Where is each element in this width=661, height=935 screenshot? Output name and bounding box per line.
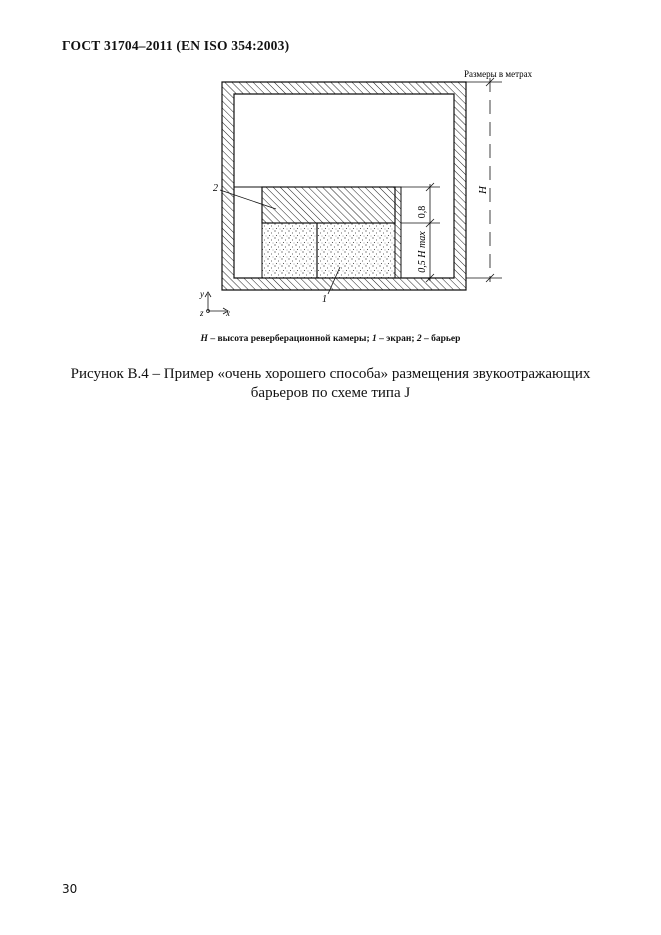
dim-h-label: H	[477, 186, 489, 194]
axis-x-label: x	[226, 308, 230, 318]
label-barrier: 2	[213, 183, 218, 194]
axis-z-label: z	[200, 308, 204, 318]
page-number: 30	[62, 882, 78, 896]
legend-1-text: – экран;	[376, 334, 417, 344]
caption-line-1: Рисунок В.4 – Пример «очень хорошего способа» размещения звукоотражающих	[70, 366, 591, 382]
figure-drawing	[190, 62, 550, 322]
legend-2-symbol: 2	[416, 334, 422, 344]
barrier-post	[395, 187, 401, 278]
figure-legend	[0, 334, 661, 344]
caption-line-2: барьеров по схеме типа J	[250, 385, 411, 401]
legend-h-symbol: H	[200, 334, 208, 344]
axis-y-label: y	[200, 289, 204, 299]
axes-icon	[205, 292, 228, 314]
barrier	[262, 187, 395, 223]
legend-h-text: – высота реверберационной камеры;	[207, 334, 372, 344]
screen-right	[317, 223, 395, 278]
figure-caption	[40, 365, 621, 403]
dim-05h-label: 0,5 H max	[417, 231, 428, 273]
units-note: Размеры в метрах	[464, 69, 533, 79]
screen-left	[262, 223, 317, 278]
label-screen: 1	[322, 294, 327, 305]
room-diagram	[190, 62, 550, 322]
legend-2-text: – барьер	[421, 334, 461, 344]
document-header: ГОСТ 31704–2011 (EN ISO 354:2003)	[62, 38, 290, 53]
dim-08-label: 0,8	[417, 205, 428, 219]
legend-1-symbol: 1	[372, 334, 377, 344]
